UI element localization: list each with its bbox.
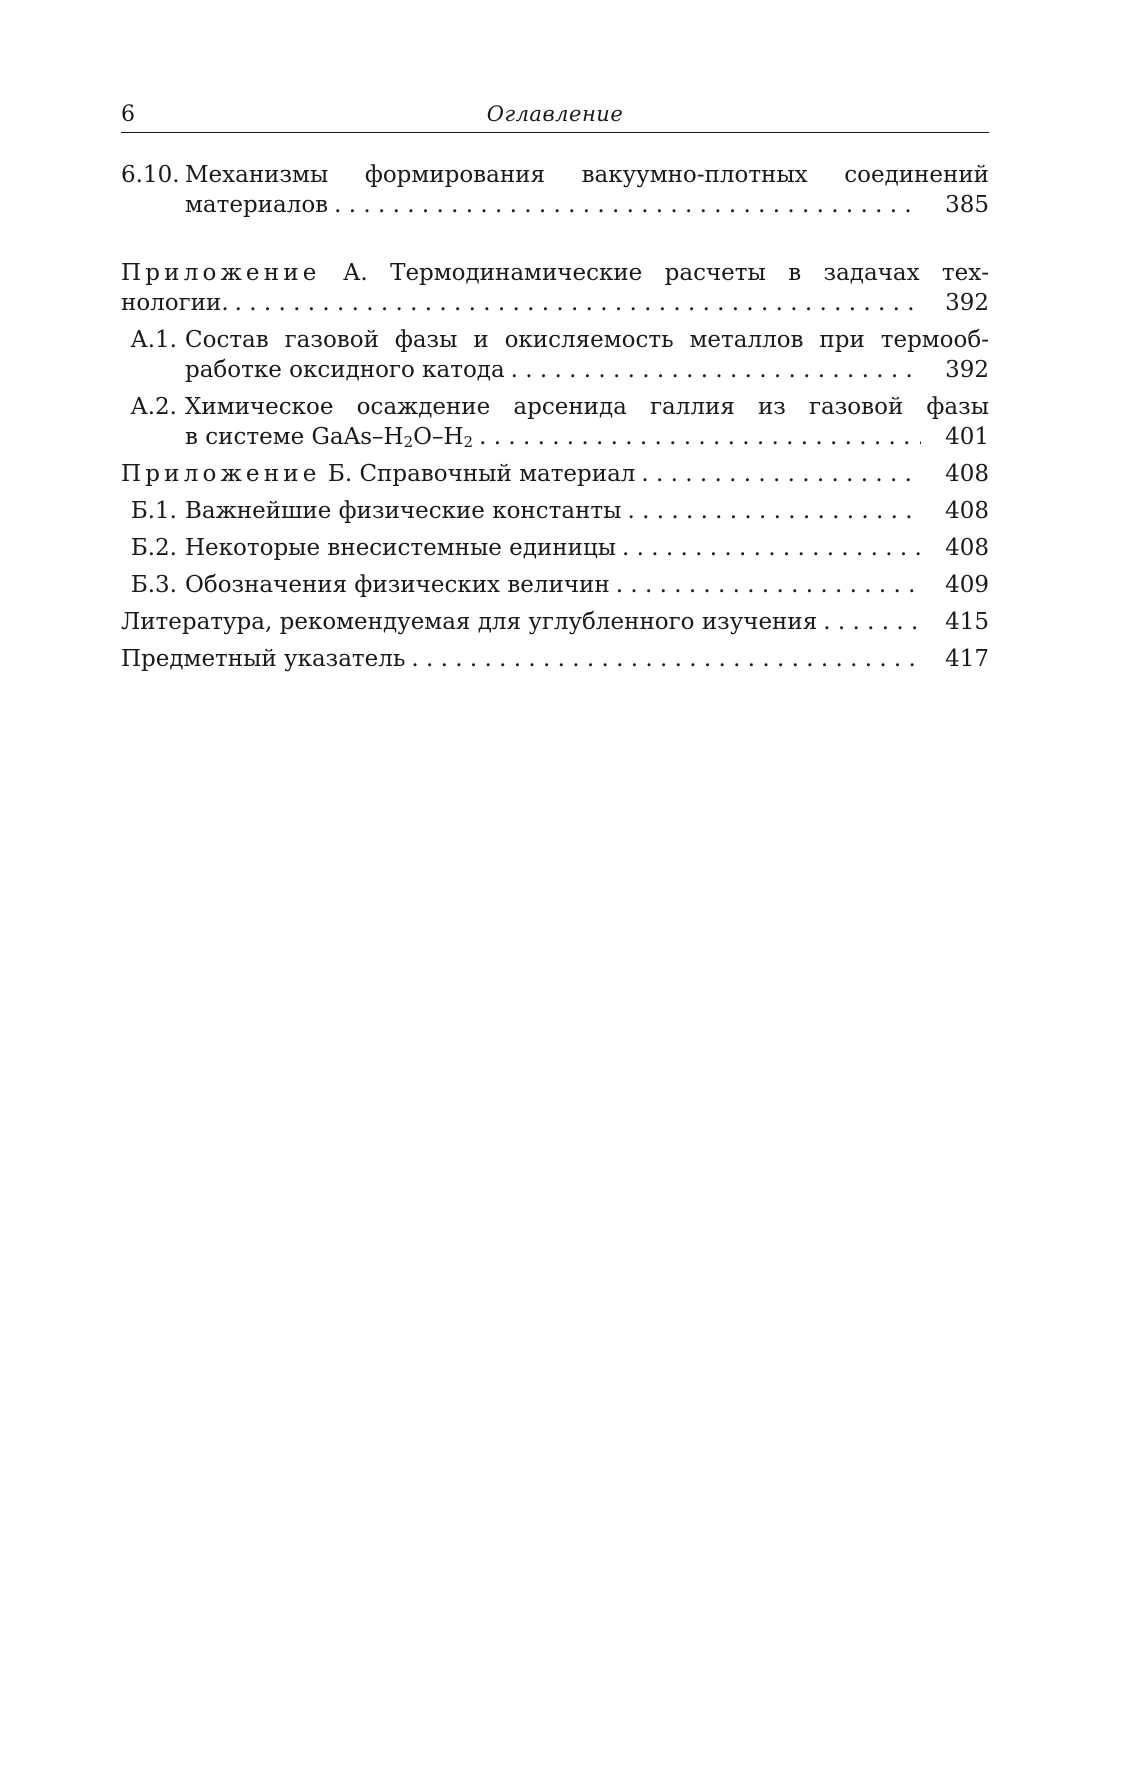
toc-entry-title: Важнейшие физические константы xyxy=(185,498,622,524)
appendix-label: Приложение xyxy=(121,461,321,487)
running-header xyxy=(121,100,989,133)
toc-entry-title-line2: нологии. xyxy=(121,290,229,316)
toc-entry-title-line1: А. Термодинамические расчеты в задачах тех- xyxy=(343,260,989,286)
toc-entry-title-line2: в системе GaAs–$H_2O-H_2$ xyxy=(185,424,474,451)
toc-entry-number: А.2. xyxy=(130,394,177,420)
dot-leader xyxy=(616,570,921,600)
toc-entry-title: Литература, рекомендуемая для углубленного изучения xyxy=(121,609,818,635)
toc-entry-number: Б.3. xyxy=(130,572,177,598)
toc-entry-page: 385 xyxy=(945,192,989,218)
toc-entry-page: 409 xyxy=(945,572,989,598)
toc-entry-title-line1: Состав газовой фазы и окисляемость металлов при термооб- xyxy=(185,327,989,353)
toc-entry-b-1[interactable] xyxy=(121,496,989,526)
toc-entry-number: Б.2. xyxy=(130,535,177,561)
toc-entry-title: Предметный указатель xyxy=(121,646,406,672)
toc-entry-a-2[interactable] xyxy=(121,392,989,452)
toc-entry-page: 417 xyxy=(945,646,989,672)
toc-entry-title-line2: материалов xyxy=(185,192,329,218)
appendix-label: Приложение xyxy=(121,260,321,286)
dot-leader xyxy=(479,422,921,452)
dot-leader xyxy=(511,355,921,385)
dot-leader xyxy=(641,459,921,489)
toc-entry-subject-index[interactable] xyxy=(121,644,989,674)
toc-entry-title: Некоторые внесистемные единицы xyxy=(185,535,617,561)
toc-entry-b-2[interactable] xyxy=(121,533,989,563)
table-of-contents xyxy=(121,160,989,674)
toc-entry-page: 392 xyxy=(945,357,989,383)
toc-entry-appendix-b[interactable] xyxy=(121,459,989,489)
toc-entry-title-line2: работке оксидного катода xyxy=(185,357,505,383)
dot-leader xyxy=(622,533,921,563)
running-title: Оглавление xyxy=(486,102,624,126)
toc-entry-page: 408 xyxy=(945,535,989,561)
toc-entry-page: 392 xyxy=(945,290,989,316)
dot-leader xyxy=(235,288,921,318)
toc-entry-title: Обозначения физических величин xyxy=(185,572,610,598)
page-number: 6 xyxy=(121,102,135,127)
subscript: 2 xyxy=(403,433,414,451)
toc-entry-page: 401 xyxy=(945,424,989,450)
toc-entry-number: Б.1. xyxy=(130,498,177,524)
toc-entry-page: 408 xyxy=(945,461,989,487)
dot-leader xyxy=(334,190,921,220)
toc-entry-page: 415 xyxy=(945,609,989,635)
toc-entry-6-10[interactable] xyxy=(121,160,989,220)
dot-leader xyxy=(627,496,921,526)
dot-leader xyxy=(823,607,921,637)
toc-entry-appendix-a[interactable] xyxy=(121,258,989,318)
toc-entry-b-3[interactable] xyxy=(121,570,989,600)
toc-entry-page: 408 xyxy=(945,498,989,524)
toc-entry-title-line1: Химическое осаждение арсенида галлия из газовой фазы xyxy=(185,394,989,420)
toc-entry-a-1[interactable] xyxy=(121,325,989,385)
toc-entry-literature[interactable] xyxy=(121,607,989,637)
dot-leader xyxy=(411,644,921,674)
toc-entry-number: А.1. xyxy=(130,327,177,353)
subscript: 2 xyxy=(463,433,474,451)
toc-entry-title: Б. Справочный материал xyxy=(327,461,636,487)
toc-entry-number: 6.10. xyxy=(121,162,180,188)
toc-entry-title-line1: Механизмы формирования вакуумно-плотных соединений xyxy=(185,162,989,188)
